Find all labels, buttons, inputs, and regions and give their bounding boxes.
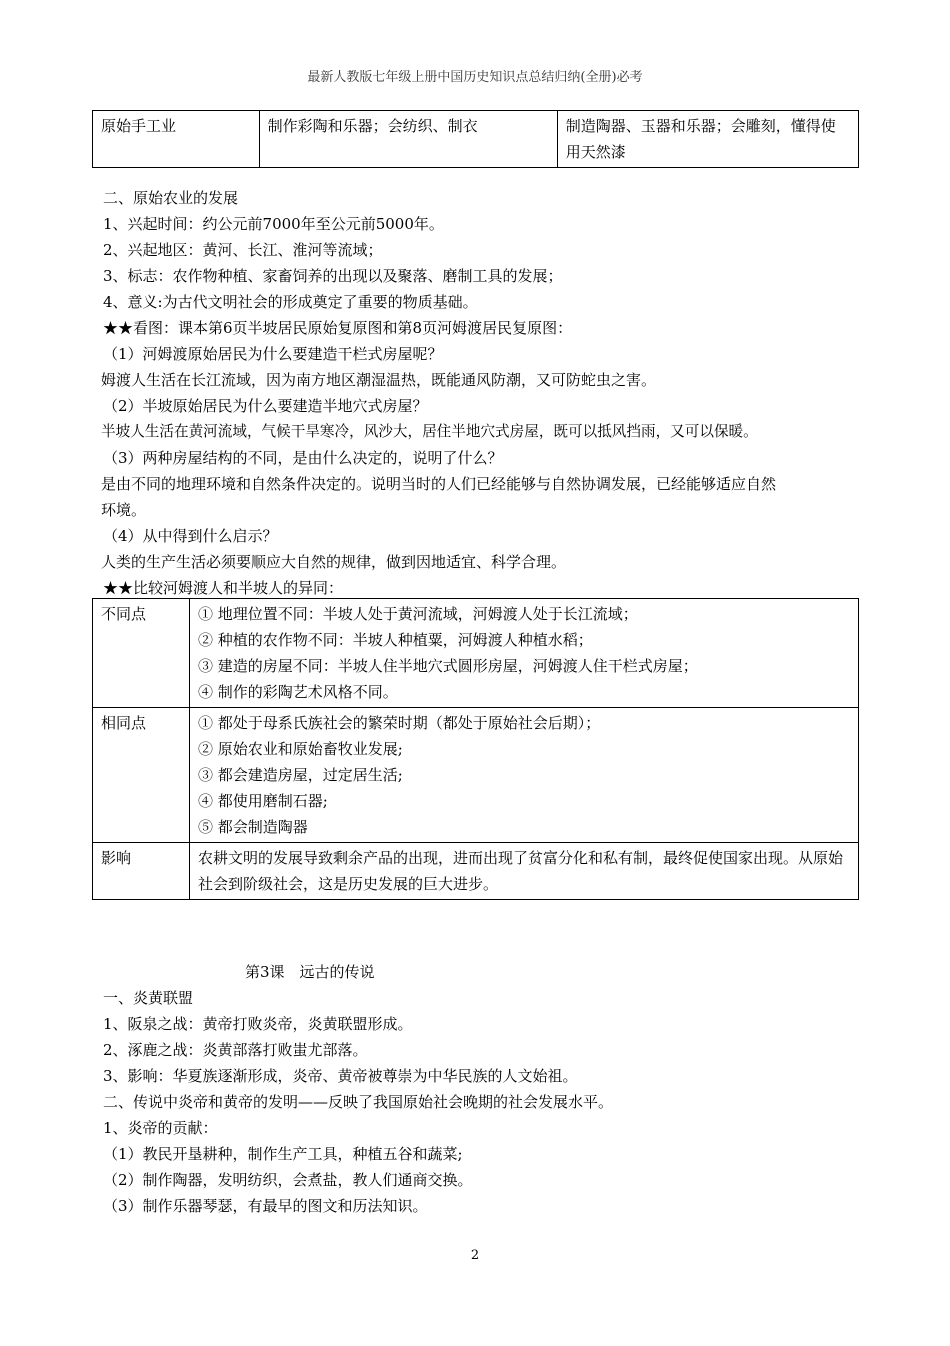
row-label: 不同点 [93,599,190,708]
table-cell: 原始手工业 [93,111,260,168]
question: （1）河姆渡原始居民为什么要建造干栏式房屋呢？ [103,345,443,363]
question: （3）两种房屋结构的不同，是由什么决定的，说明了什么？ [103,449,503,467]
cell-line: ② 种植的农作物不同：半坡人种植粟，河姆渡人种植水稻； [198,631,593,649]
list-item: 3、影响：华夏族逐渐形成，炎帝、黄帝被尊崇为中华民族的人文始祖。 [103,1067,578,1085]
list-item: 1、炎帝的贡献： [103,1119,218,1137]
answer: 姆渡人生活在长江流域，因为南方地区潮湿温热，既能通风防潮，又可防蛇虫之害。 [101,371,657,389]
question: （2）半坡原始居民为什么要建造半地穴式房屋？ [103,397,428,415]
cell-line: ① 都处于母系氏族社会的繁荣时期（都处于原始社会后期）； [198,714,601,732]
compare-heading: ★★比较河姆渡人和半坡人的异同： [103,579,344,597]
cell-line: ④ 都使用磨制石器; [198,792,328,810]
list-item: 4、意义:为古代文明社会的形成奠定了重要的物质基础。 [103,293,478,311]
list-item: 2、涿鹿之战：炎黄部落打败蚩尤部落。 [103,1041,368,1059]
section-heading: 二、原始农业的发展 [103,189,239,207]
cell-line: ③ 建造的房屋不同：半坡人住半地穴式圆形房屋，河姆渡人住干栏式房屋； [198,657,698,675]
look-at-picture-note: ★★看图：课本第6页半坡居民原始复原图和第8页河姆渡居民复原图： [103,319,573,337]
list-item: 3、标志：农作物种植、家畜饲养的出现以及聚落、磨制工具的发展； [103,267,563,285]
section-heading: 一、炎黄联盟 [103,989,194,1007]
row-label: 影响 [93,843,190,900]
list-item: 1、阪泉之战：黄帝打败炎帝，炎黄联盟形成。 [103,1015,413,1033]
cell-line: ① 地理位置不同：半坡人处于黄河流域，河姆渡人处于长江流域； [198,605,638,623]
list-item: 2、兴起地区：黄河、长江、淮河等流域； [103,241,383,259]
row-label: 相同点 [93,708,190,843]
question: （4）从中得到什么启示？ [103,527,278,545]
page-number: 2 [470,1248,480,1263]
comparison-table [92,598,859,900]
list-item: 1、兴起时间：约公元前7000年至公元前5000年。 [103,215,444,233]
answer: 环境。 [101,501,147,519]
table-row [93,843,859,900]
table-cell: 制作彩陶和乐器；会纺织、制衣 [259,111,557,168]
table-row [93,111,859,168]
cell-line: ③ 都会建造房屋，过定居生活; [198,766,403,784]
page-header: 最新人教版七年级上册中国历史知识点总结归纳(全册)必考 [307,70,643,85]
answer: 是由不同的地理环境和自然条件决定的。说明当时的人们已经能够与自然协调发展，已经能够适应自然 [101,475,777,493]
lesson-title: 第3课 远古的传说 [245,963,375,981]
answer: 半坡人生活在黄河流域，气候干旱寒冷，风沙大，居住半地穴式房屋，既可以抵风挡雨，又可以保暖。 [101,423,758,440]
section-heading: 二、传说中炎帝和黄帝的发明——反映了我国原始社会晚期的社会发展水平。 [103,1093,614,1111]
cell-line: ④ 制作的彩陶艺术风格不同。 [198,683,398,701]
list-item: （1）教民开垦耕种，制作生产工具，种植五谷和蔬菜; [103,1145,463,1163]
crafts-table [92,110,859,168]
table-cell: 制造陶器、玉器和乐器；会雕刻，懂得使用天然漆 [557,111,858,168]
table-cell [190,599,859,708]
cell-text: 农耕文明的发展导致剩余产品的出现，进而出现了贫富分化和私有制，最终促使国家出现。从原始社会到阶级社会，这是历史发展的巨大进步。 [198,849,844,893]
table-row [93,599,859,708]
table-cell [190,708,859,843]
table-row [93,708,859,843]
list-item: （2）制作陶器，发明纺织，会煮盐，教人们通商交换。 [103,1171,473,1189]
cell-line: ② 原始农业和原始畜牧业发展; [198,740,403,758]
list-item: （3）制作乐器琴瑟，有最早的图文和历法知识。 [103,1197,428,1215]
cell-line: ⑤ 都会制造陶器 [198,818,308,836]
answer: 人类的生产生活必须要顺应大自然的规律，做到因地适宜、科学合理。 [101,553,567,571]
table-cell [190,843,859,900]
